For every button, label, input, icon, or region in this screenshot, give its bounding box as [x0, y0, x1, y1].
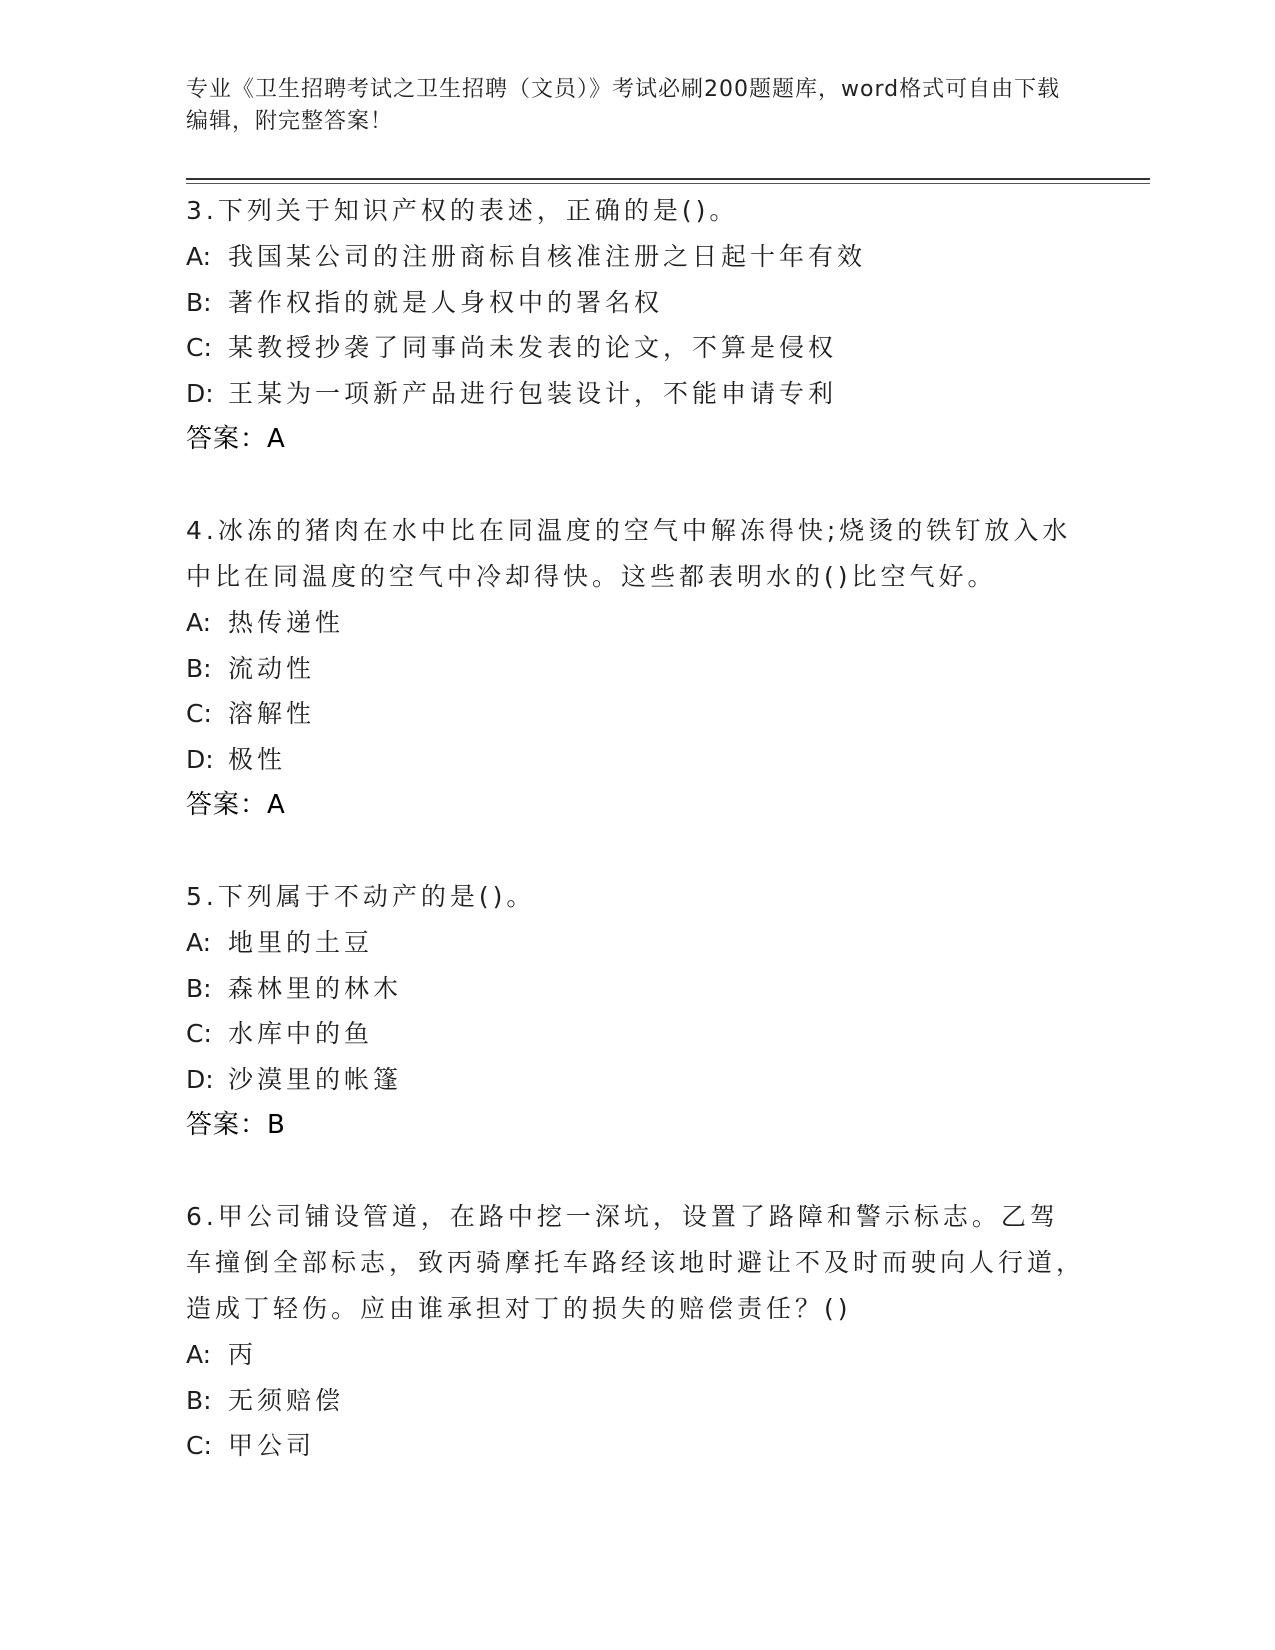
question-text: 下列属于不动产的是()。 [217, 882, 536, 911]
question-number: 6. [186, 1202, 218, 1231]
option-key: A: [186, 608, 212, 637]
question-4 [186, 508, 1086, 828]
option-key: A: [186, 1340, 212, 1369]
option-text: 丙 [228, 1340, 258, 1369]
option-a [186, 600, 1086, 646]
option-key: B: [186, 973, 212, 1003]
option-text: 我国某公司的注册商标自核准注册之日起十年有效 [228, 242, 867, 271]
document-header: 专业《卫生招聘考试之卫生招聘（文员）》考试必刷200题题库，word格式可自由下载编辑，附完整答案！ [186, 77, 1061, 134]
option-c [186, 1423, 1086, 1469]
question-stem [186, 188, 1086, 234]
option-key: C: [186, 333, 212, 362]
question-6 [186, 1194, 1086, 1469]
option-text: 地里的土豆 [228, 928, 374, 957]
question-stem [186, 1194, 1086, 1332]
option-key: B: [186, 1385, 212, 1415]
option-b [186, 280, 1086, 326]
option-text: 极性 [228, 744, 287, 774]
option-b [186, 966, 1086, 1012]
option-text: 森林里的林木 [228, 973, 403, 1003]
question-number: 4. [186, 516, 218, 545]
question-number: 5. [186, 882, 218, 911]
option-text: 无须赔偿 [228, 1385, 345, 1415]
option-b [186, 646, 1086, 692]
option-key: A: [186, 928, 212, 957]
question-list [186, 188, 1086, 1515]
header-divider-thick [186, 178, 1150, 180]
option-text: 著作权指的就是人身权中的署名权 [228, 287, 664, 317]
option-b [186, 1378, 1086, 1424]
answer-line: 答案：B [186, 1110, 286, 1140]
option-text: 热传递性 [228, 608, 345, 637]
option-text: 溶解性 [228, 699, 316, 728]
option-d [186, 737, 1086, 783]
option-c [186, 325, 1086, 371]
option-text: 沙漠里的帐篷 [228, 1064, 403, 1094]
option-d [186, 371, 1086, 417]
option-key: C: [186, 1431, 212, 1460]
option-text: 甲公司 [228, 1431, 316, 1460]
question-stem [186, 874, 1086, 920]
question-3 [186, 188, 1086, 462]
header-divider-thin [186, 183, 1150, 184]
option-key: C: [186, 699, 212, 728]
option-c [186, 1011, 1086, 1057]
answer-line: 答案：A [186, 790, 286, 820]
option-text: 王某为一项新产品进行包装设计，不能申请专利 [228, 378, 838, 408]
option-key: A: [186, 242, 212, 271]
option-key: D: [186, 744, 214, 774]
option-d [186, 1057, 1086, 1103]
option-key: D: [186, 1064, 214, 1094]
question-stem [186, 508, 1086, 600]
option-key: B: [186, 653, 212, 683]
option-text: 某教授抄袭了同事尚未发表的论文，不算是侵权 [228, 333, 838, 362]
option-key: D: [186, 378, 214, 408]
question-5 [186, 874, 1086, 1148]
option-a [186, 234, 1086, 280]
option-a [186, 1332, 1086, 1378]
question-text: 冰冻的猪肉在水中比在同温度的空气中解冻得快;烧烫的铁钉放入水中比在同温度的空气中冷却得快。这些都表明水的()比空气好。 [186, 516, 1072, 591]
option-text: 流动性 [228, 653, 316, 683]
option-key: C: [186, 1019, 212, 1048]
question-text: 甲公司铺设管道，在路中挖一深坑，设置了路障和警示标志。乙驾车撞倒全部标志，致丙骑摩托车路经该地时避让不及时而驶向人行道，造成丁轻伤。应由谁承担对丁的损失的赔偿责任？() [186, 1202, 1086, 1323]
option-a [186, 920, 1086, 966]
question-text: 下列关于知识产权的表述，正确的是()。 [217, 196, 739, 225]
question-number: 3. [186, 196, 218, 225]
option-key: B: [186, 287, 212, 317]
answer-line: 答案：A [186, 424, 286, 454]
option-text: 水库中的鱼 [228, 1019, 374, 1048]
option-c [186, 691, 1086, 737]
